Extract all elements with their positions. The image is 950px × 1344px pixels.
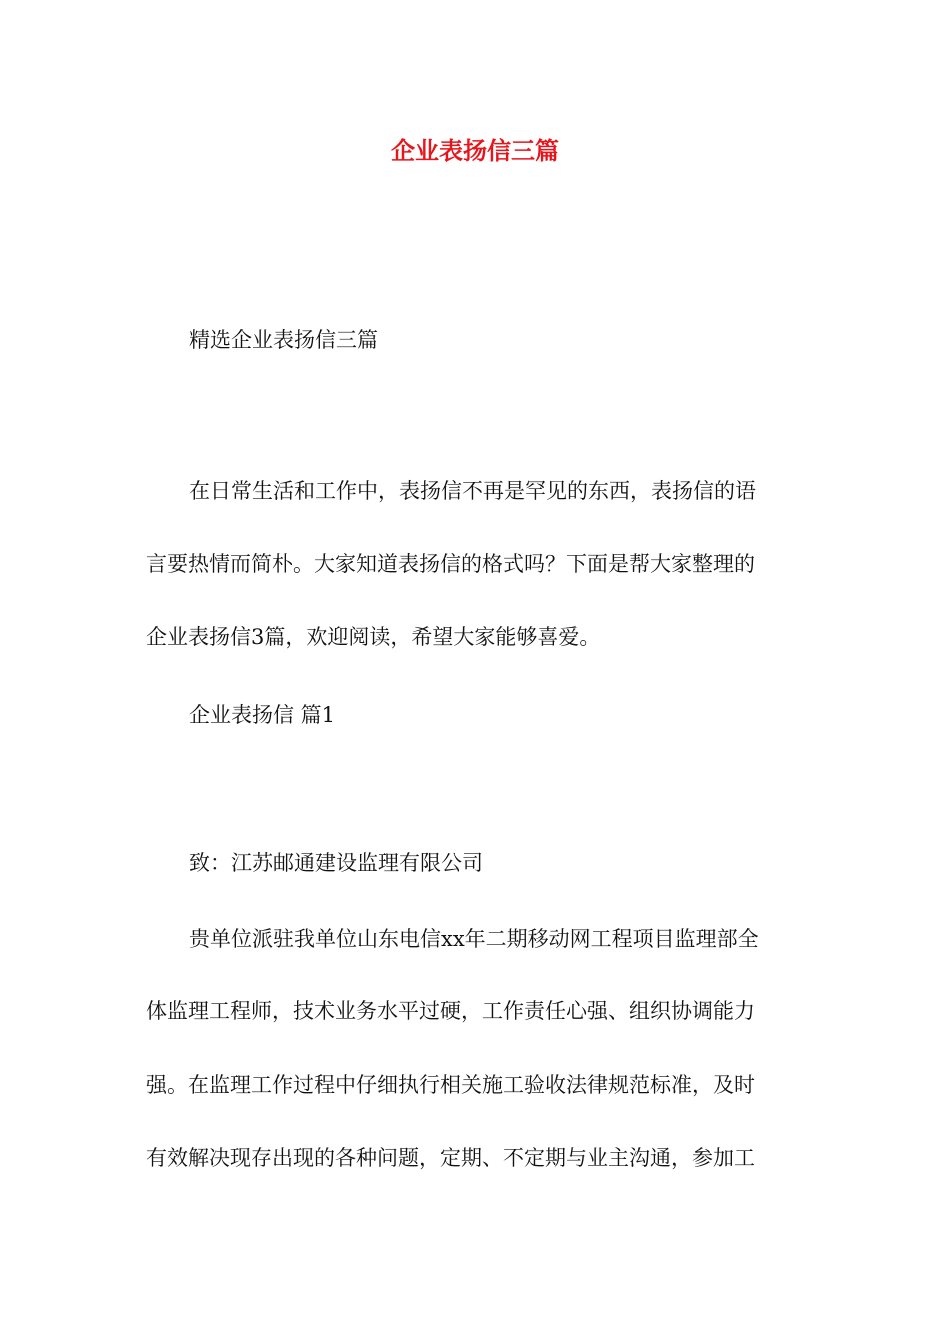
document-subtitle: 精选企业表扬信三篇 bbox=[189, 328, 378, 352]
document-title: 企业表扬信三篇 bbox=[391, 136, 559, 165]
intro-line-2: 言要热情而简朴。大家知道表扬信的格式吗？下面是帮大家整理的 bbox=[146, 552, 755, 576]
body-line-3: 强。在监理工作过程中仔细执行相关施工验收法律规范标准，及时 bbox=[146, 1073, 755, 1097]
body-line-4: 有效解决现存出现的各种问题，定期、不定期与业主沟通，参加工 bbox=[146, 1146, 755, 1170]
intro-line-3: 企业表扬信3篇，欢迎阅读，希望大家能够喜爱。 bbox=[146, 625, 601, 649]
section-heading: 企业表扬信 篇1 bbox=[189, 703, 336, 727]
salutation: 致：江苏邮通建设监理有限公司 bbox=[189, 851, 483, 875]
body-line-2: 体监理工程师，技术业务水平过硬，工作责任心强、组织协调能力 bbox=[146, 999, 755, 1023]
intro-line-1: 在日常生活和工作中，表扬信不再是罕见的东西，表扬信的语 bbox=[189, 479, 756, 503]
body-line-1: 贵单位派驻我单位山东电信xx年二期移动网工程项目监理部全 bbox=[189, 927, 759, 951]
